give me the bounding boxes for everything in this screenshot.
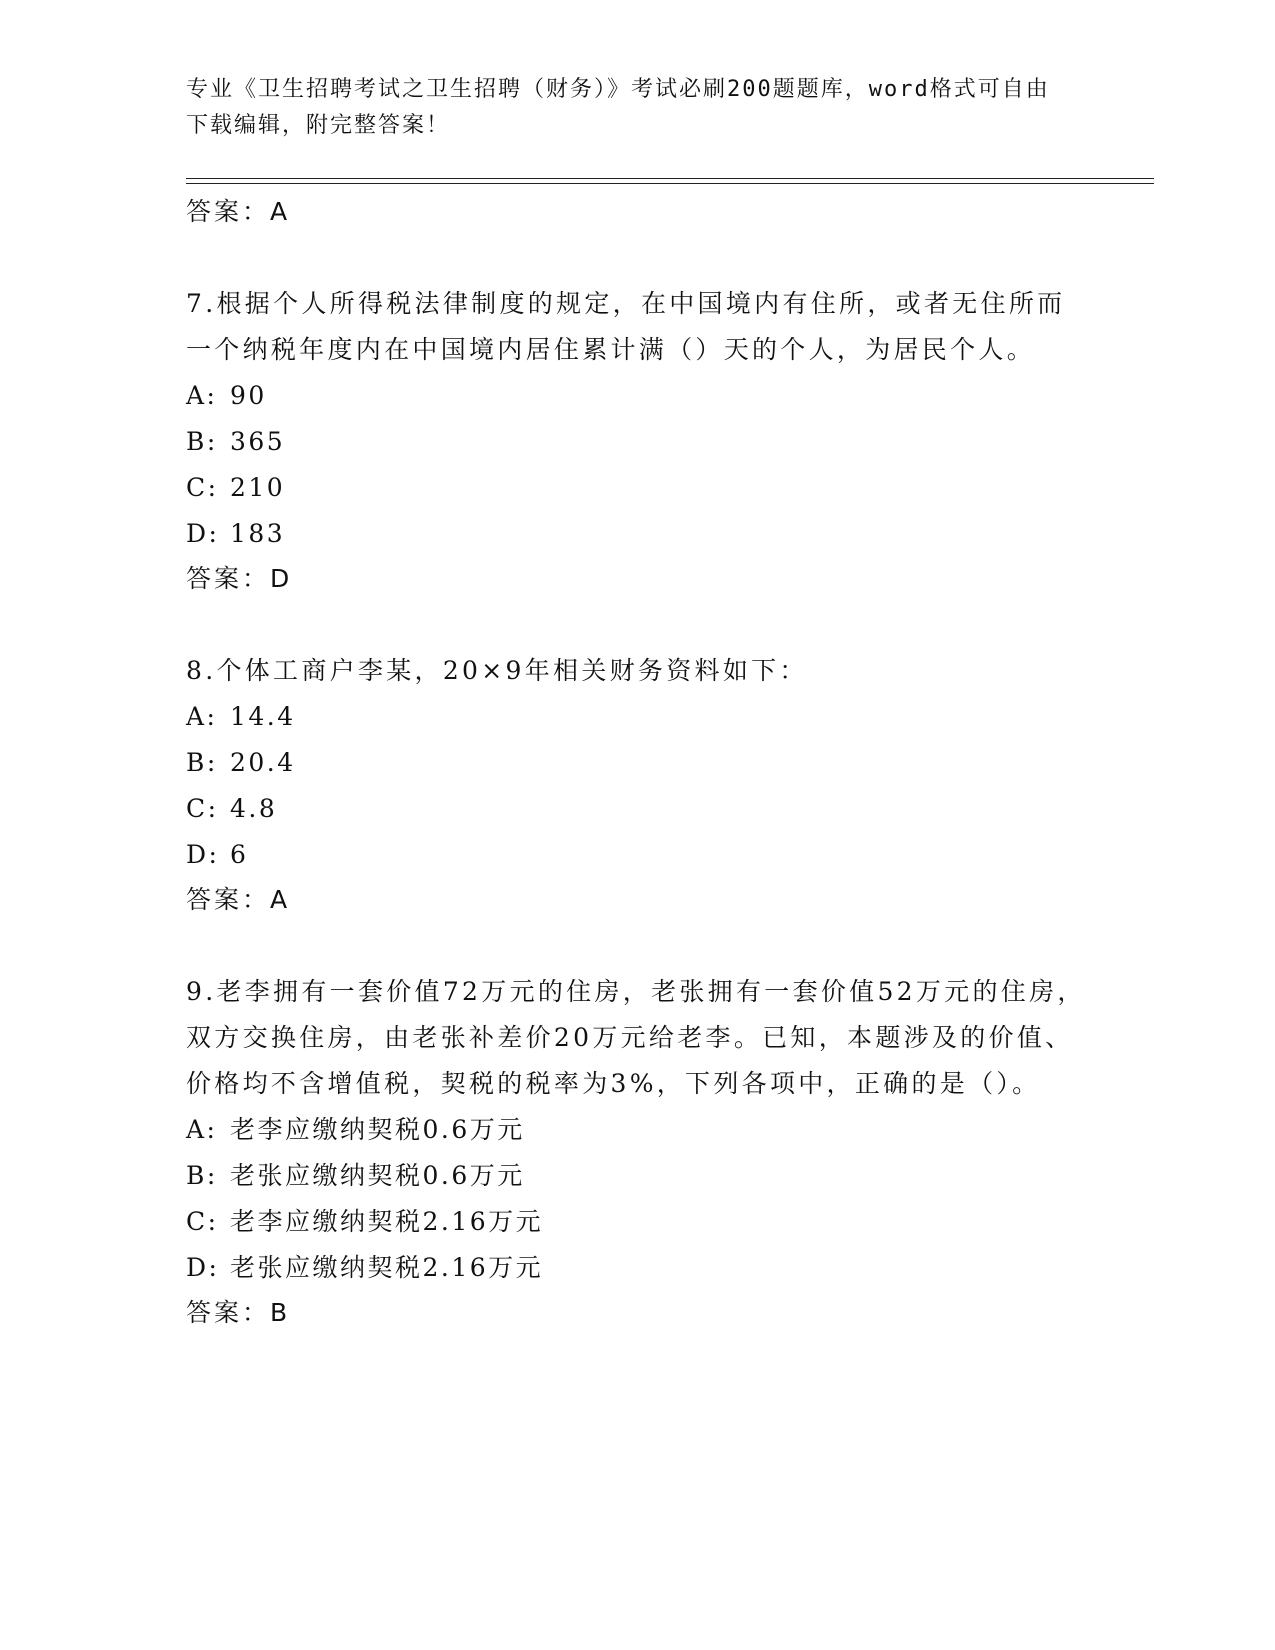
option-d — [186, 511, 1086, 557]
option-label: B: — [186, 1161, 218, 1190]
option-b — [186, 1153, 1086, 1199]
option-a — [186, 694, 1086, 740]
option-text: 6 — [230, 840, 249, 869]
option-text: 老李应缴纳契税0.6万元 — [230, 1115, 525, 1144]
option-a — [186, 373, 1086, 419]
question-list — [186, 190, 1086, 1335]
option-text: 20.4 — [230, 748, 296, 777]
answer-line: 答案：D — [186, 564, 293, 593]
option-b — [186, 740, 1086, 786]
option-text: 4.8 — [230, 794, 278, 823]
option-text: 老张应缴纳契税0.6万元 — [230, 1161, 525, 1190]
option-label: D: — [186, 519, 220, 548]
question-text: 9.老李拥有一套价值72万元的住房，老张拥有一套价值52万元的住房，双方交换住房，由老张补差价20万元给老李。已知，本题涉及的价值、价格均不含增值税，契税的税率为3%，下列各项中，正确的是（）。 — [186, 977, 1086, 1098]
question-text: 7.根据个人所得税法律制度的规定，在中国境内有住所，或者无住所而一个纳税年度内在中国境内居住累计满（）天的个人，为居民个人。 — [186, 289, 1066, 364]
option-label: A: — [186, 1115, 218, 1144]
option-text: 老李应缴纳契税2.16万元 — [230, 1207, 544, 1236]
question-block-7 — [186, 281, 1086, 601]
option-label: B: — [186, 427, 218, 456]
option-label: D: — [186, 840, 220, 869]
option-c — [186, 1199, 1086, 1245]
option-label: C: — [186, 794, 219, 823]
answer-line: 答案：A — [186, 885, 291, 914]
option-label: C: — [186, 1207, 219, 1236]
document-header: 专业《卫生招聘考试之卫生招聘（财务）》考试必刷200题题库，word格式可自由下载编辑，附完整答案！ — [186, 77, 1050, 138]
option-label: C: — [186, 473, 219, 502]
option-d — [186, 1245, 1086, 1291]
option-label: A: — [186, 702, 218, 731]
option-text: 90 — [230, 381, 267, 410]
option-d — [186, 832, 1086, 878]
question-block-8 — [186, 648, 1086, 922]
option-text: 365 — [230, 427, 286, 456]
option-text: 183 — [230, 519, 286, 548]
answer-line: 答案：B — [186, 1298, 291, 1327]
option-label: B: — [186, 748, 218, 777]
option-text: 210 — [230, 473, 286, 502]
option-a — [186, 1107, 1086, 1153]
option-text: 老张应缴纳契税2.16万元 — [230, 1253, 544, 1282]
question-block-9 — [186, 969, 1086, 1335]
header-divider-top — [186, 178, 1154, 179]
header-divider-bottom — [186, 183, 1154, 184]
question-text: 8.个体工商户李某，20×9年相关财务资料如下： — [186, 656, 808, 685]
option-c — [186, 465, 1086, 511]
answer-line: 答案：A — [186, 197, 291, 226]
option-c — [186, 786, 1086, 832]
option-label: A: — [186, 381, 218, 410]
option-b — [186, 419, 1086, 465]
option-text: 14.4 — [230, 702, 296, 731]
option-label: D: — [186, 1253, 220, 1282]
